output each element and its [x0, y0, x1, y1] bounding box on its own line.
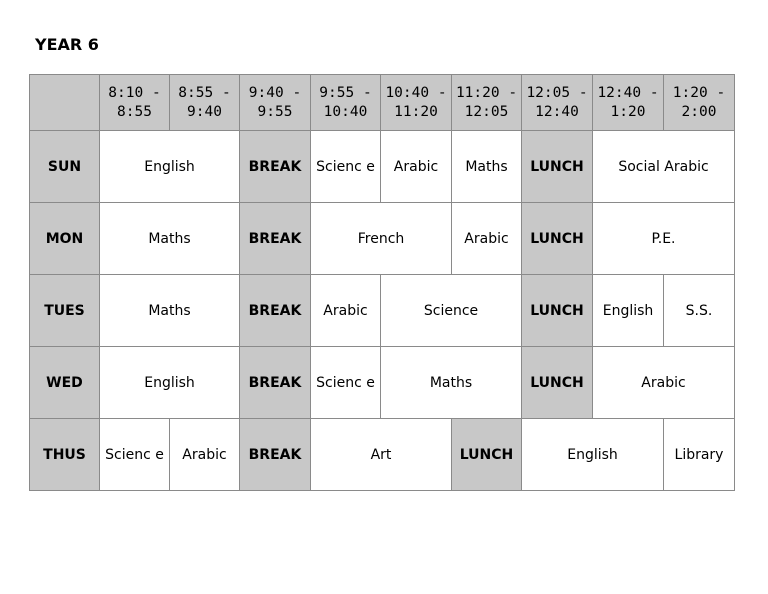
lesson-cell: English — [100, 131, 240, 203]
table-row-sun — [30, 131, 735, 203]
lesson-cell: Scienc e — [100, 419, 170, 491]
lesson-cell: Maths — [100, 275, 240, 347]
lesson-cell: Science — [381, 275, 522, 347]
lunch-cell: LUNCH — [522, 131, 593, 203]
time-slot-6: 11:20 - 12:05 — [452, 75, 522, 131]
lesson-cell: English — [100, 347, 240, 419]
table-row-mon — [30, 203, 735, 275]
lunch-cell: LUNCH — [522, 203, 593, 275]
day-label: MON — [30, 203, 100, 275]
time-slot-5: 10:40 - 11:20 — [381, 75, 452, 131]
break-cell: BREAK — [240, 131, 311, 203]
lesson-cell: Arabic — [311, 275, 381, 347]
day-label: TUES — [30, 275, 100, 347]
lesson-cell: Arabic — [452, 203, 522, 275]
time-slot-9: 1:20 - 2:00 — [664, 75, 735, 131]
corner-cell — [30, 75, 100, 131]
day-label: SUN — [30, 131, 100, 203]
table-row-wed — [30, 347, 735, 419]
lesson-cell: S.S. — [664, 275, 735, 347]
lesson-cell: Arabic — [593, 347, 735, 419]
lesson-cell: Maths — [100, 203, 240, 275]
lesson-cell: Scienc e — [311, 131, 381, 203]
time-slot-8: 12:40 - 1:20 — [593, 75, 664, 131]
timetable — [29, 74, 735, 491]
break-cell: BREAK — [240, 275, 311, 347]
break-cell: BREAK — [240, 203, 311, 275]
lesson-cell: Scienc e — [311, 347, 381, 419]
time-slot-4: 9:55 - 10:40 — [311, 75, 381, 131]
time-slot-2: 8:55 - 9:40 — [170, 75, 240, 131]
break-cell: BREAK — [240, 347, 311, 419]
page-title: YEAR 6 — [35, 35, 99, 54]
table-row-thus — [30, 419, 735, 491]
lesson-cell: Arabic — [381, 131, 452, 203]
lesson-cell: Maths — [452, 131, 522, 203]
day-label: THUS — [30, 419, 100, 491]
lesson-cell: P.E. — [593, 203, 735, 275]
lesson-cell: Art — [311, 419, 452, 491]
day-label: WED — [30, 347, 100, 419]
lesson-cell: Arabic — [170, 419, 240, 491]
time-slot-3: 9:40 - 9:55 — [240, 75, 311, 131]
lunch-cell: LUNCH — [452, 419, 522, 491]
lesson-cell: English — [522, 419, 664, 491]
time-header-row — [30, 75, 735, 131]
lunch-cell: LUNCH — [522, 275, 593, 347]
break-cell: BREAK — [240, 419, 311, 491]
time-slot-7: 12:05 - 12:40 — [522, 75, 593, 131]
lesson-cell: Social Arabic — [593, 131, 735, 203]
lesson-cell: Maths — [381, 347, 522, 419]
time-slot-1: 8:10 - 8:55 — [100, 75, 170, 131]
lesson-cell: Library — [664, 419, 735, 491]
lesson-cell: English — [593, 275, 664, 347]
lunch-cell: LUNCH — [522, 347, 593, 419]
table-row-tues — [30, 275, 735, 347]
lesson-cell: French — [311, 203, 452, 275]
